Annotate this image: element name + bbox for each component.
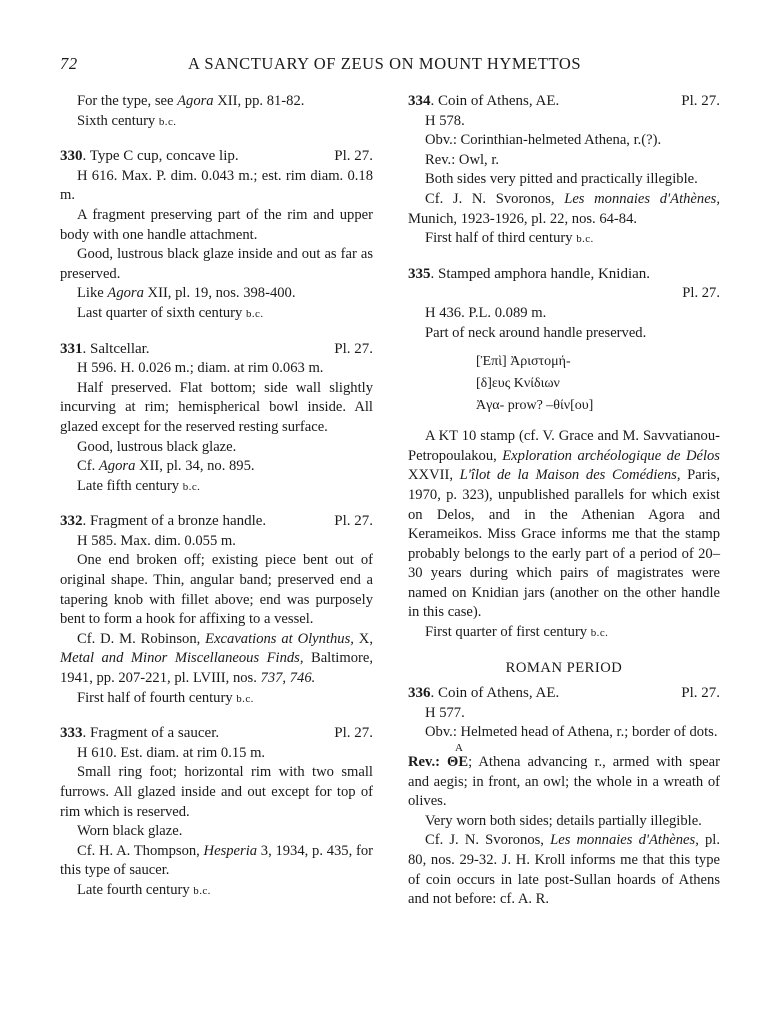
entry-heading: 332. Fragment of a bronze handle. Pl. 27. <box>60 512 373 532</box>
continued-entry <box>60 92 373 132</box>
type-reference: For the type, see Agora XII, pp. 81-82. <box>77 93 305 109</box>
description: Part of neck around handle preserved. <box>425 324 647 341</box>
plate-ref: Pl. 27. <box>334 513 373 530</box>
running-head <box>60 54 720 78</box>
catalogue-entry-334 <box>408 92 720 250</box>
condition: Worn black glaze. <box>77 823 183 840</box>
condition: Good, lustrous black glaze. <box>77 438 237 455</box>
inscription-line: [Ἐπὶ] Ἀριστομή- <box>476 354 571 370</box>
plate-ref: Pl. 27. <box>682 285 720 302</box>
inventory-line: H 585. Max. dim. 0.055 m. <box>77 532 236 549</box>
description: A fragment preserving part of the rim and upper body with one handle attachment. <box>60 206 373 243</box>
date-line: Sixth century b.c. <box>77 112 177 129</box>
plate-ref: Pl. 27. <box>681 93 720 109</box>
monogram: A ΘE <box>447 742 469 771</box>
plate-ref: Pl. 27. <box>334 148 373 165</box>
reference: Like Agora XII, pl. 19, nos. 398-400. <box>77 285 296 302</box>
inscription-line: [δ]ευς Κνίδιων <box>476 376 560 392</box>
inventory-line: H 596. H. 0.026 m.; diam. at rim 0.063 m. <box>77 360 324 377</box>
reverse: Rev.: Owl, r. <box>425 151 500 168</box>
obverse: Obv.: Corinthian-helmeted Athena, r.(?). <box>425 132 662 149</box>
reverse: Rev.: A ΘE; Athena advancing r., armed with spear and aegis; in front, an owl; the whole in a wreath of olives. <box>408 742 720 810</box>
catalogue-entry-336 <box>408 684 720 910</box>
plate-ref: Pl. 27. <box>334 725 373 742</box>
reference: Cf. J. N. Svoronos, Les monnaies d'Athènes, pl. 80, nos. 29-32. J. H. Kroll informs me that this type of coin occurs in late post-Sullan hoards of Athens and not before: cf. A. R. <box>408 832 720 908</box>
plate-ref: Pl. 27. <box>334 340 373 357</box>
inventory-line: H 436. P.L. 0.089 m. <box>425 304 547 321</box>
stamp-discussion: A KT 10 stamp (cf. V. Grace and M. Savvatianou-Petropoulakou, Exploration archéologique de Délos XXVII, L'îlot de la Maison des Comédiens, Paris, 1970, p. 323), unpublished parallels for which exist on Delos, and in the Athenian Agora and Kerameikos. Miss Grace informs me that the stamp probably belongs to the early part of a period of 20–30 years during which pairs of magistrates were named on Knidian jars (another on the other handle in this case). <box>408 428 721 621</box>
entry-heading: 336. Coin of Athens, AE. Pl. 27. <box>408 684 720 704</box>
right-column <box>408 92 720 925</box>
page-number: 72 <box>60 54 78 73</box>
description: Small ring foot; horizontal rim with two small furrows. All glazed inside and out except for top of rim which is reserved. <box>60 764 373 820</box>
entry-heading: 331. Saltcellar. Pl. 27. <box>60 340 373 360</box>
inventory-line: H 578. <box>425 112 465 129</box>
date-line: Late fifth century b.c. <box>77 477 201 494</box>
date-line: Last quarter of sixth century b.c. <box>77 304 264 321</box>
catalogue-entry-335 <box>408 265 720 644</box>
condition: Very worn both sides; details partially illegible. <box>425 812 702 829</box>
left-column <box>60 92 373 917</box>
inventory-line: H 616. Max. P. dim. 0.043 m.; est. rim diam. 0.18 m. <box>60 167 373 204</box>
date-line: First half of third century b.c. <box>425 230 594 247</box>
running-title: A SANCTUARY OF ZEUS ON MOUNT HYMETTOS <box>188 54 582 73</box>
catalogue-entry-330 <box>60 147 373 324</box>
plate-ref: Pl. 27. <box>681 685 720 702</box>
catalogue-entry-331 <box>60 340 373 498</box>
entry-heading: 335. Stamped amphora handle, Knidian. <box>408 265 651 282</box>
date-line: First quarter of first century b.c. <box>425 624 609 641</box>
catalogue-entry-333 <box>60 724 373 901</box>
inventory-line: H 577. <box>425 704 465 721</box>
reference: Cf. D. M. Robinson, Excavations at Olynthus, X, Metal and Minor Miscellaneous Finds, Baltimore, 1941, pp. 207-221, pl. LVIII, nos. 737, 746. <box>60 630 373 687</box>
entry-heading: 334. Coin of Athens, AE. Pl. 27. <box>408 92 720 112</box>
entry-heading: 330. Type C cup, concave lip. Pl. 27. <box>60 147 373 167</box>
reference: Cf. H. A. Thompson, Hesperia 3, 1934, p. 435, for this type of saucer. <box>60 842 373 879</box>
condition: Good, lustrous black glaze inside and out as far as preserved. <box>60 246 373 282</box>
condition: Both sides very pitted and practically illegible. <box>425 171 698 188</box>
date-line: First half of fourth century b.c. <box>77 689 254 706</box>
description: Half preserved. Flat bottom; side wall slightly incurving at rim; hemispherical bowl inside. All glazed except for the reserved resting surface. <box>60 379 373 435</box>
catalogue-entry-332 <box>60 512 373 709</box>
section-heading: ROMAN PERIOD <box>505 659 623 676</box>
obverse: Obv.: Helmeted head of Athena, r.; border of dots. <box>425 724 718 741</box>
entry-heading: 333. Fragment of a saucer. Pl. 27. <box>60 724 373 744</box>
date-line: Late fourth century b.c. <box>77 881 211 898</box>
reference: Cf. J. N. Svoronos, Les monnaies d'Athènes, Munich, 1923-1926, pl. 22, nos. 64-84. <box>408 190 721 227</box>
description: One end broken off; existing piece bent out of original shape. Thin, angular band; preserved end a tapering knob with fillet above; end was purposely bent to form a hook for affixing to a vessel. <box>60 552 373 628</box>
reference: Cf. Agora XII, pl. 34, no. 895. <box>77 458 255 475</box>
stamp-inscription <box>408 351 720 417</box>
inscription-line: Ἀγα- prow? –θίν[ου] <box>476 398 594 414</box>
inventory-line: H 610. Est. diam. at rim 0.15 m. <box>77 744 266 761</box>
